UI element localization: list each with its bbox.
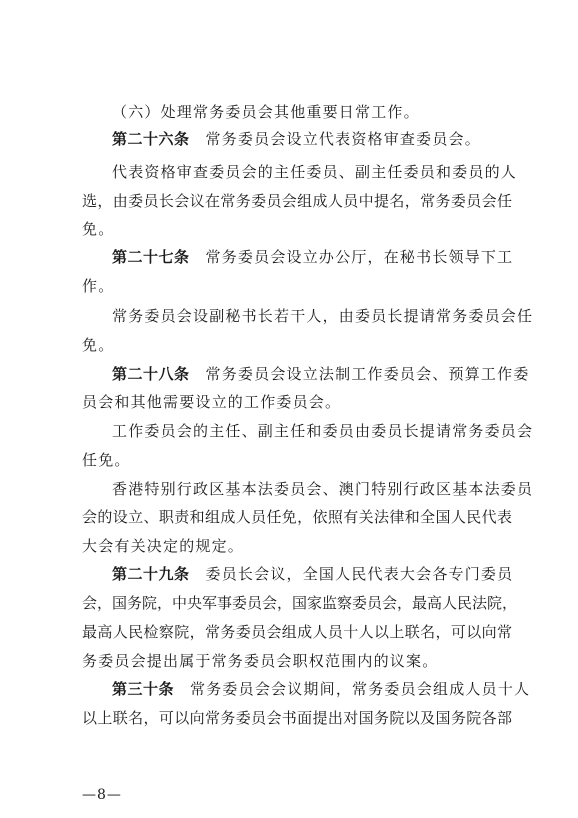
text-line: 常务委员会设副秘书长若干人，由委员长提请常务委员会任 — [112, 307, 534, 325]
text-line: 免。 — [82, 220, 115, 238]
article-30-text: 常务委员会会议期间，常务委员会组成人员十人 — [190, 680, 531, 698]
text-line: 选，由委员长会议在常务委员会组成人员中提名，常务委员会任 — [82, 192, 512, 210]
article-27-text: 常务委员会设立办公厅，在秘书长领导下工 — [205, 248, 514, 266]
text-line: （六）处理常务委员会其他重要日常工作。 — [112, 103, 420, 121]
page-number: —8— — [82, 787, 122, 803]
article-30-title: 第三十条 — [112, 680, 175, 698]
article-30-line — [112, 678, 531, 700]
text-line: 员会和其他需要设立的工作委员会。 — [82, 393, 342, 411]
text-line: 香港特别行政区基本法委员会、澳门特别行政区基本法委员 — [112, 480, 534, 498]
article-29-title: 第二十九条 — [112, 565, 190, 583]
text-line: 以上联名，可以向常务委员会书面提出对国务院以及国务院各部 — [82, 709, 512, 727]
text-line: 大会有关决定的规定。 — [82, 537, 245, 555]
article-26-title: 第二十六条 — [112, 130, 190, 148]
text-line: 代表资格审查委员会的主任委员、副主任委员和委员的人 — [112, 163, 518, 181]
article-29-text: 委员长会议，全国人民代表大会各专门委员 — [205, 565, 514, 583]
article-28-line — [112, 363, 530, 385]
text-line: 会的设立、职责和组成人员任免，依照有关法律和全国人民代表 — [82, 508, 512, 526]
text-line: 工作委员会的主任、副主任和委员由委员长提请常务委员会 — [112, 422, 534, 440]
article-28-text: 常务委员会设立法制工作委员会、预算工作委 — [205, 365, 530, 383]
article-28-title: 第二十八条 — [112, 365, 190, 383]
article-27-line — [112, 246, 512, 268]
text-line: 务委员会提出属于常务委员会职权范围内的议案。 — [82, 652, 439, 670]
text-line: 作。 — [82, 277, 115, 295]
article-26-text: 常务委员会设立代表资格审查委员会。 — [205, 130, 481, 148]
text-line: 最高人民检察院，常务委员会组成人员十人以上联名，可以向常 — [82, 623, 512, 641]
article-26-line — [112, 128, 512, 150]
text-line: 任免。 — [82, 451, 131, 469]
article-29-line — [112, 563, 512, 585]
article-27-title: 第二十七条 — [112, 248, 190, 266]
text-line: 免。 — [82, 336, 115, 354]
text-line: 会，国务院，中央军事委员会，国家监察委员会，最高人民法院， — [82, 594, 518, 612]
